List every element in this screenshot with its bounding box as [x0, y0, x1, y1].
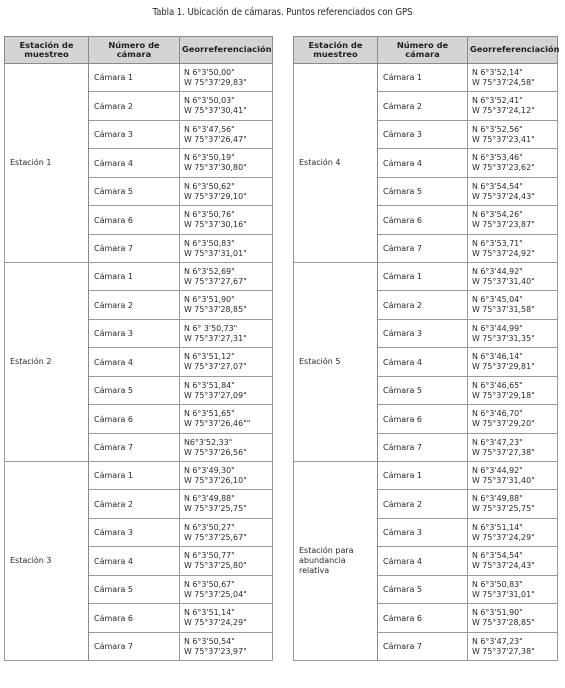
latitude-value: N 6°3'50,83" [472, 579, 523, 589]
longitude-value: W 75°37'24,29" [472, 532, 535, 542]
longitude-value: W 75°37'24,29" [184, 618, 247, 627]
georeference-cell [180, 320, 273, 348]
georeference-cell [180, 149, 273, 178]
camera-number-cell: Cámara 3 [378, 519, 468, 547]
georeference-cell [180, 178, 273, 206]
latitude-value: N 6°3'54,54" [472, 551, 523, 561]
camera-number-cell: Cámara 7 [89, 235, 180, 263]
georeference-cell [468, 263, 558, 291]
longitude-value: W 75°37'27,38" [472, 447, 535, 457]
georeference-cell [468, 462, 558, 490]
latitude-value: N 6°3'50,03" [184, 96, 235, 106]
georeference-cell [468, 206, 558, 235]
georeference-cell [180, 121, 273, 149]
camera-number-cell: Cámara 5 [378, 576, 468, 604]
georeference-cell [468, 178, 558, 206]
georeference-cell [468, 121, 558, 149]
longitude-value: W 75°37'31,01" [472, 589, 535, 599]
station-cell: Estación 1 [5, 64, 89, 263]
latitude-value: N 6°3'54,54" [472, 181, 523, 191]
header-camera-number: Número de cámara [378, 37, 468, 64]
latitude-value: N 6°3'51,14" [472, 522, 523, 532]
longitude-value: W 75°37'27,67" [184, 276, 247, 286]
longitude-value: W 75°37'24,58" [472, 77, 535, 87]
latitude-value: N 6°3'44,92" [472, 266, 523, 276]
longitude-value: W 75°37'28,85" [184, 305, 247, 314]
latitude-value: N 6°3'52,69" [184, 266, 235, 276]
table-header-row [5, 37, 273, 64]
longitude-value: W 75°37'23,97" [184, 646, 247, 656]
latitude-value: N6°3'52,33" [184, 437, 233, 447]
latitude-value: N 6°3'52,56" [472, 124, 523, 134]
latitude-value: N 6°3'50,76" [184, 210, 235, 220]
longitude-value: W 75°37'30,16" [184, 220, 247, 229]
georeference-cell [468, 64, 558, 92]
longitude-value: W 75°37'25,75" [184, 504, 247, 513]
longitude-value: W 75°37'31,01" [184, 248, 247, 258]
camera-number-cell: Cámara 4 [378, 348, 468, 377]
latitude-value: N 6°3'50,00" [184, 67, 235, 77]
header-camera-number: Número de cámara [89, 37, 180, 64]
longitude-value: W 75°37'27,38" [472, 646, 535, 656]
camera-number-cell: Cámara 6 [89, 604, 180, 633]
latitude-value: N 6°3'53,46" [472, 153, 523, 163]
georeference-cell [468, 576, 558, 604]
latitude-value: N 6°3'50,77" [184, 551, 235, 561]
georeference-cell [180, 377, 273, 405]
longitude-value: W 75°37'28,85" [472, 618, 535, 627]
camera-number-cell: Cámara 1 [378, 263, 468, 291]
latitude-value: N 6°3'46,70" [472, 409, 523, 419]
longitude-value: W 75°37'24,43" [472, 191, 535, 201]
longitude-value: W 75°37'29,20" [472, 419, 535, 428]
station-cell: Estación 5 [294, 263, 378, 462]
longitude-value: W 75°37'31,35" [472, 333, 535, 343]
latitude-value: N 6°3'50,67" [184, 579, 235, 589]
camera-number-cell: Cámara 4 [378, 149, 468, 178]
latitude-value: N 6°3'49,30" [184, 465, 235, 475]
latitude-value: N 6°3'51,12" [184, 352, 235, 362]
camera-number-cell: Cámara 2 [89, 92, 180, 121]
longitude-value: W 75°37'29,81" [472, 362, 535, 371]
longitude-value: W 75°37'26,10" [184, 475, 247, 485]
longitude-value: W 75°37'27,07" [184, 362, 247, 371]
georeference-cell [468, 377, 558, 405]
georeference-cell [468, 547, 558, 576]
latitude-value: N 6° 3'50,73" [184, 323, 238, 333]
latitude-value: N 6°3'45,04" [472, 295, 523, 305]
longitude-value: W 75°37'31,40" [472, 475, 535, 485]
camera-number-cell: Cámara 6 [378, 405, 468, 434]
georeference-cell [468, 434, 558, 462]
georeference-cell [468, 519, 558, 547]
longitude-value: W 75°37'23,62" [472, 163, 535, 172]
longitude-value: W 75°37'31,40" [472, 276, 535, 286]
latitude-value: N 6°3'51,14" [184, 608, 235, 618]
latitude-value: N 6°3'50,27" [184, 522, 235, 532]
camera-number-cell: Cámara 2 [378, 92, 468, 121]
georeference-cell [180, 206, 273, 235]
georeference-cell [180, 405, 273, 434]
georeference-cell [180, 434, 273, 462]
latitude-value: N 6°3'50,83" [184, 238, 235, 248]
georeference-cell [180, 64, 273, 92]
latitude-value: N 6°3'46,65" [472, 380, 523, 390]
longitude-value: W 75°37'25,04" [184, 589, 247, 599]
georeference-cell [468, 235, 558, 263]
georeference-cell [180, 547, 273, 576]
latitude-value: N 6°3'49,88" [184, 494, 235, 504]
table-row [5, 263, 273, 291]
latitude-value: N 6°3'47,56" [184, 124, 235, 134]
georeference-cell [180, 576, 273, 604]
station-cell: Estación 2 [5, 263, 89, 462]
camera-number-cell: Cámara 1 [378, 64, 468, 92]
camera-number-cell: Cámara 4 [378, 547, 468, 576]
camera-number-cell: Cámara 7 [378, 434, 468, 462]
longitude-value: W 75°37'26,46"" [184, 419, 251, 428]
camera-number-cell: Cámara 3 [89, 121, 180, 149]
camera-number-cell: Cámara 2 [89, 291, 180, 320]
table-row [294, 64, 558, 92]
table-row [5, 462, 273, 490]
georeference-cell [180, 462, 273, 490]
georeference-cell [468, 348, 558, 377]
georeference-cell [468, 604, 558, 633]
latitude-value: N 6°3'50,54" [184, 636, 235, 646]
header-georeference: Georreferenciación [468, 37, 558, 64]
longitude-value: W 75°37'27,09" [184, 390, 247, 400]
longitude-value: W 75°37'30,80" [184, 163, 247, 172]
latitude-value: N 6°3'51,90" [184, 295, 235, 305]
latitude-value: N 6°3'50,62" [184, 181, 235, 191]
georeference-cell [180, 519, 273, 547]
station-cell: Estación 4 [294, 64, 378, 263]
camera-number-cell: Cámara 1 [378, 462, 468, 490]
camera-number-cell: Cámara 5 [378, 377, 468, 405]
latitude-value: N 6°3'47,23" [472, 636, 523, 646]
latitude-value: N 6°3'47,23" [472, 437, 523, 447]
camera-number-cell: Cámara 3 [378, 320, 468, 348]
longitude-value: W 75°37'23,41" [472, 134, 535, 144]
header-georeference: Georreferenciación [180, 37, 273, 64]
camera-number-cell: Cámara 5 [89, 576, 180, 604]
header-station: Estación de muestreo [294, 37, 378, 64]
camera-number-cell: Cámara 3 [378, 121, 468, 149]
georeference-cell [180, 235, 273, 263]
georeference-cell [180, 92, 273, 121]
georeference-cell [180, 633, 273, 661]
latitude-value: N 6°3'52,14" [472, 67, 523, 77]
longitude-value: W 75°37'24,92" [472, 248, 535, 258]
longitude-value: W 75°37'23,87" [472, 220, 535, 229]
camera-number-cell: Cámara 2 [378, 490, 468, 519]
camera-number-cell: Cámara 1 [89, 462, 180, 490]
georeference-cell [468, 291, 558, 320]
latitude-value: N 6°3'51,90" [472, 608, 523, 618]
longitude-value: W 75°37'29,18" [472, 390, 535, 400]
longitude-value: W 75°37'24,43" [472, 561, 535, 570]
table-row [294, 263, 558, 291]
latitude-value: N 6°3'54,26" [472, 210, 523, 220]
camera-number-cell: Cámara 6 [89, 405, 180, 434]
table-row [5, 64, 273, 92]
camera-number-cell: Cámara 6 [89, 206, 180, 235]
georeference-cell [180, 490, 273, 519]
longitude-value: W 75°37'29,10" [184, 191, 247, 201]
camera-number-cell: Cámara 4 [89, 149, 180, 178]
longitude-value: W 75°37'26,47" [184, 134, 247, 144]
latitude-value: N 6°3'44,99" [472, 323, 523, 333]
longitude-value: W 75°37'27,31" [184, 333, 247, 343]
station-cell: Estación para abundancia relativa [294, 462, 378, 661]
camera-number-cell: Cámara 7 [378, 235, 468, 263]
georeference-cell [180, 348, 273, 377]
latitude-value: N 6°3'49,88" [472, 494, 523, 504]
camera-number-cell: Cámara 5 [89, 178, 180, 206]
camera-number-cell: Cámara 7 [378, 633, 468, 661]
longitude-value: W 75°37'26,56" [184, 447, 247, 457]
camera-number-cell: Cámara 3 [89, 519, 180, 547]
table-header-row [294, 37, 558, 64]
camera-number-cell: Cámara 4 [89, 547, 180, 576]
georeference-cell [180, 604, 273, 633]
latitude-value: N 6°3'51,65" [184, 409, 235, 419]
header-station: Estación de muestreo [5, 37, 89, 64]
camera-table-right [293, 36, 558, 661]
longitude-value: W 75°37'31,58" [472, 305, 535, 314]
camera-number-cell: Cámara 1 [89, 263, 180, 291]
camera-number-cell: Cámara 2 [378, 291, 468, 320]
camera-number-cell: Cámara 4 [89, 348, 180, 377]
camera-number-cell: Cámara 7 [89, 434, 180, 462]
camera-number-cell: Cámara 5 [89, 377, 180, 405]
longitude-value: W 75°37'25,75" [472, 504, 535, 513]
longitude-value: W 75°37'24,12" [472, 106, 535, 115]
camera-number-cell: Cámara 5 [378, 178, 468, 206]
table-row [294, 462, 558, 490]
georeference-cell [180, 291, 273, 320]
georeference-cell [468, 405, 558, 434]
camera-table-left [4, 36, 273, 661]
camera-number-cell: Cámara 6 [378, 604, 468, 633]
longitude-value: W 75°37'25,67" [184, 532, 247, 542]
georeference-cell [468, 149, 558, 178]
table-caption: Tabla 1. Ubicación de cámaras. Puntos referenciados con GPS [152, 7, 413, 18]
camera-number-cell: Cámara 7 [89, 633, 180, 661]
latitude-value: N 6°3'46,14" [472, 352, 523, 362]
longitude-value: W 75°37'25,80" [184, 561, 247, 570]
latitude-value: N 6°3'53,71" [472, 238, 523, 248]
camera-number-cell: Cámara 3 [89, 320, 180, 348]
latitude-value: N 6°3'50,19" [184, 153, 235, 163]
camera-number-cell: Cámara 2 [89, 490, 180, 519]
camera-number-cell: Cámara 1 [89, 64, 180, 92]
georeference-cell [468, 320, 558, 348]
camera-number-cell: Cámara 6 [378, 206, 468, 235]
longitude-value: W 75°37'30,41" [184, 106, 247, 115]
georeference-cell [468, 490, 558, 519]
station-cell: Estación 3 [5, 462, 89, 661]
latitude-value: N 6°3'51,84" [184, 380, 235, 390]
georeference-cell [468, 92, 558, 121]
georeference-cell [180, 263, 273, 291]
georeference-cell [468, 633, 558, 661]
latitude-value: N 6°3'44,92" [472, 465, 523, 475]
longitude-value: W 75°37'29,83" [184, 77, 247, 87]
latitude-value: N 6°3'52,41" [472, 96, 523, 106]
